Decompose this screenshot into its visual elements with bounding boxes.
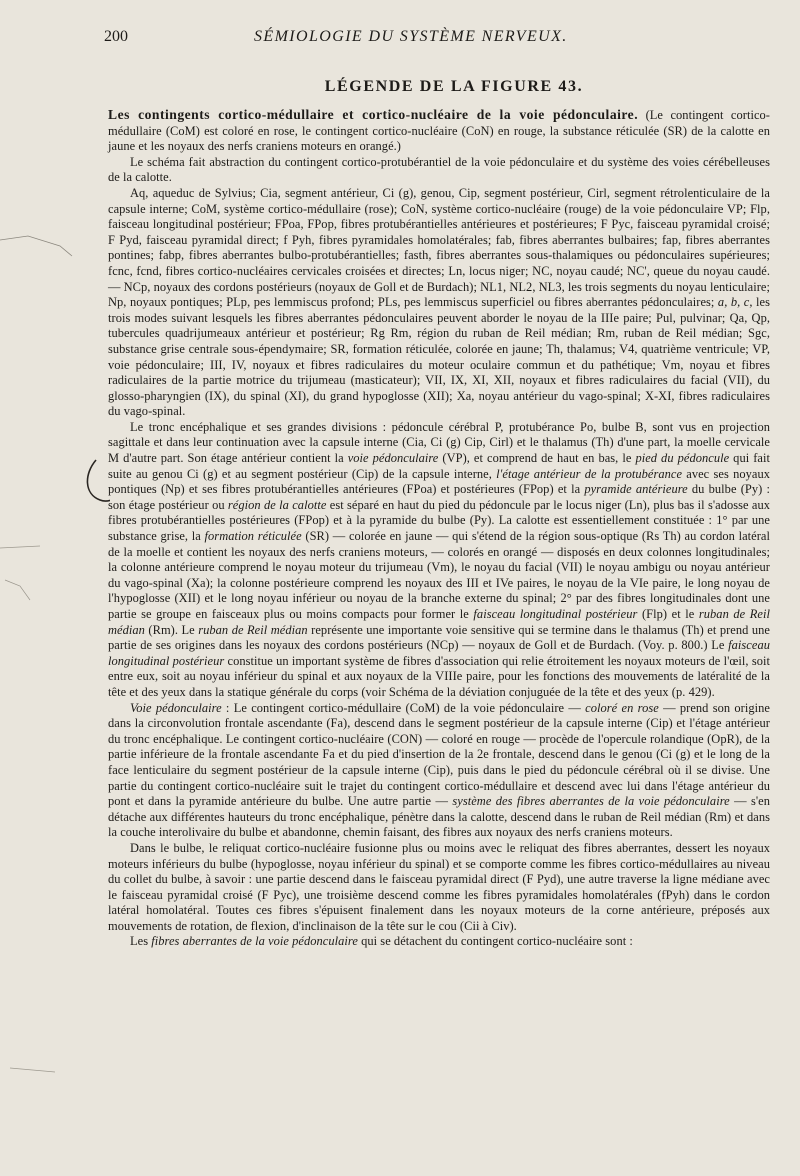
- italic-term: coloré en rose: [585, 700, 659, 715]
- text-run: constitue un important système de fibres d'association qui relie étroitement les noyaux moteurs de l'œil, soit entre eux, soit au noyau inférieur du spinal et aux noyaux de la VIIIe paire, pour les fonctions des mouvements de latéralité de la tête et des yeux dans la statique générale du corps (voir Schéma de la déviation conjuguée de la tête et des yeux (p. 429).: [108, 653, 770, 699]
- text-run: Le schéma fait abstraction du contingent cortico-protubérantiel de la voie pédonculaire et du système des voies cérébelleuses de la calotte.: [108, 154, 770, 185]
- italic-term: a, b, c,: [717, 295, 753, 310]
- legend-lead: Les contingents cortico-médullaire et cortico-nucléaire de la voie pédonculaire.: [108, 107, 639, 122]
- text-run: (VP), et comprend de haut en bas, le: [438, 451, 636, 466]
- italic-term: ruban de Reil médian: [108, 607, 770, 637]
- paragraph: [108, 155, 770, 186]
- text-run: (Flp) et le: [637, 607, 699, 621]
- text-run: — prend son origine dans la circonvolution frontale ascendante (Fa), descend dans le segment postérieur de la capsule interne (Cip) et l'étage antérieur du tronc encéphalique. Le contingent cortico-nucléaire (CON) — coloré en rouge — procède de l'opercule rolandique (OpR), de la partie inférieure de la frontale ascendante Fa et du pied d'insertion de la 2e frontale, descend dans le genou (Ci (g) et le long de la face lenticulaire du segment postérieur de la capsule interne (Cip), puis dans le pied du pédoncule cérébral où il se divise. Une partie du contingent cortico-nucléaire suit le trajet du contingent cortico-médullaire et descend avec lui dans l'étage antérieur du pont et dans la pyramide antérieure du bulbe. Une autre partie —: [108, 700, 770, 809]
- italic-term: l'étage antérieur de la protubérance: [496, 466, 683, 481]
- text-run: représente une importante voie sensitive qui se termine dans le thalamus (Th) et prend une partie de ses origines dans les noyaux des cordons postérieurs (NCp) — noyaux de Goll et de Burdach. (Voy. p. 800.) Le: [108, 622, 770, 653]
- legend-heading: LÉGENDE DE LA FIGURE 43.: [324, 78, 584, 95]
- running-title: SÉMIOLOGIE DU SYSTÈME NERVEUX.: [254, 28, 568, 45]
- margin-pencil-marks: [0, 0, 110, 1176]
- page-number: 200: [104, 28, 128, 45]
- paragraph: [108, 186, 770, 420]
- italic-term: système des fibres aberrantes de la voie pédonculaire: [452, 794, 730, 809]
- text-run: (Rm). Le: [144, 622, 199, 637]
- italic-term: faisceau longitudinal postérieur: [473, 607, 638, 621]
- italic-term: fibres aberrantes de la voie pédonculaire: [151, 934, 358, 949]
- paragraph: [108, 841, 770, 935]
- italic-term: pied du pédoncule: [635, 451, 730, 466]
- text-run: (SR) — colorée en jaune — qui s'étend de la région sous-optique (Rs Th) au cordon latéral de la moelle et contient les noyaux des nerfs craniens moteurs, — colorés en orangé — disposés en deux colonnes longitudinales; la colonne antérieure comprend le noyau moteur du trijumeau (Vm), le noyau du facial (VII) le noyau ambigu ou noyau antérieur du vago-spinal (Xa); la colonne postérieure comprend les noyaux des III et IVe paires, le noyau de la VIe paire, le long noyau de l'hypoglosse (XII) et le long noyau inférieur ou noyau de la branche externe du spinal; 2° par des fibres longitudinales dont une partie se groupe en faisceaux plus ou moins compacts pour former le: [108, 529, 770, 621]
- running-header: [104, 28, 770, 46]
- paragraph: [108, 701, 770, 841]
- text-run: Le tronc encéphalique et ses grandes divisions : pédoncule cérébral P, protubérance Po, bulbe B, sont vus en projection sagittale et dans leur continuation avec la capsule interne (Cia, Ci (g) Cip, Cirl) et le thalamus (Th) d'une part, la moelle cervicale M d'autre part. Son étage antérieur contient la: [108, 419, 770, 466]
- text-run: avec ses noyaux pontiques (Np) et ses fibres protubérantielles antérieures (FPoa) et postérieures (FPop) et la: [108, 466, 770, 497]
- text-run: — s'en détache aux différentes hauteurs du tronc encéphalique, pénètre dans la calotte, descend dans le ruban de Reil médian (Rm) et dans la couche interolivaire du bulbe et abandonne, chemin faisant, des fibres aux noyaux des nerfs craniens moteurs.: [108, 794, 771, 840]
- italic-term: voie pédonculaire: [347, 451, 439, 466]
- text-run: du bulbe (Py) : son étage postérieur ou: [108, 482, 770, 512]
- paragraph: [108, 934, 770, 950]
- text-run: Dans le bulbe, le reliquat cortico-nucléaire fusionne plus ou moins avec le reliquat des fibres aberrantes, dessert les noyaux moteurs inférieurs du bulbe (hypoglosse, noyau inférieur du spinal) et se comporte comme les fibres cortico-médullaires au niveau du collet du bulbe, à savoir : une partie descend dans le faisceau pyramidal direct (F Pyd), une autre traverse la ligne médiane avec le faisceau pyramidal croisé (F Pyc), une troisième descend comme les fibres pyramidales homolatérales (fPyh) dans le cordon latéral homolatéral. Toutes ces fibres s'épuisent finalement dans les noyaux moteurs de la corne antérieure, préposés aux mouvements de rotation, de flexion, d'inclinaison de la tête sur le cou (Cii à Civ).: [108, 840, 770, 933]
- text-run: Aq, aqueduc de Sylvius; Cia, segment antérieur, Ci (g), genou, Cip, segment postérieur, Cirl, segment rétrolenticulaire de la capsule interne; CoM, système cortico-médullaire (rose); CoN, système cortico-nucléaire (rouge) de la voie pédonculaire VP; Flp, faisceau longitudinal postérieur; FPoa, FPop, fibres protubérantielles antérieures et postérieures; F Pyc, faisceau pyramidal croisé; F Pyd, faisceau pyramidal direct; f Pyh, fibres pyramidales homolatérales; fab, fibres aberrantes bulbaires; fap, fibres aberrantes pontines; fabp, fibres aberrantes bulbo-protubérantielles; fasth, fibres aberrantes sous-thalamiques ou pédonculaires supérieures; fcnc, fcnd, fibres cortico-nucléaires cervicales croisées et directes; Ln, locus niger; NC, noyau caudé; NC', queue du noyau caudé. — NCp, noyaux des cordons postérieurs (noyaux de Goll et de Burdach); NL1, NL2, NL3, les trois segments du noyau lenticulaire; Np, noyaux pontiques; PLp, pes lemmiscus profond; PLs, pes lemmiscus superficiel ou fibres aberrantes pédonculaires;: [108, 185, 770, 310]
- text-run: qui se détachent du contingent cortico-nucléaire sont :: [357, 934, 633, 949]
- italic-term: formation réticulée: [204, 529, 302, 544]
- legend-body: [108, 107, 770, 950]
- text-run: les trois modes suivant lesquels les fibres aberrantes pédonculaires peuvent aborder le noyau de la IIIe paire; Pul, pulvinar; Qa, Qp, tubercules quadrijumeaux antérieur et postérieur; Rg Rm, région du ruban de Reil médian; Rm, ruban de Reil médian; Sgc, substance grise centrale sous-épendymaire; SR, formation réticulée, colorée en jaune; Th, thalamus; V4, quatrième ventricule; VP, voie pédonculaire; III, IV, noyaux et fibres radiculaires du moteur oculaire commun et du pathétique; Vm, noyau et fibres radiculaires de la partie motrice du trijumeau (masticateur); VII, IX, XI, XII, noyaux et fibres radiculaires du facial (VII), du glosso-pharyngien (IX), du spinal (XI), du grand hypoglosse (XII); Xa, noyau antérieur du vago-spinal; X-XI, fibres radiculaires du vago-spinal.: [108, 295, 770, 419]
- text-run: est séparé en haut du pied du pédoncule par le locus niger (Ln), plus bas il s'adosse aux fibres protubérantielles postérieures (FPop) et à la pyramide du bulbe (Py). La calotte est essentiellement constituée : 1° par une substance grise, la: [108, 497, 770, 544]
- italic-term: ruban de Reil médian: [198, 622, 308, 637]
- italic-term: Voie pédonculaire: [130, 700, 222, 715]
- text-run: Les: [130, 934, 152, 949]
- italic-term: faisceau longitudinal postérieur: [108, 638, 770, 668]
- text-run: qui fait suite au genou Ci (g) et au segment postérieur (Cip) de la capsule interne,: [108, 451, 770, 481]
- italic-term: pyramide antérieure: [584, 482, 688, 497]
- text-run: : Le contingent cortico-médullaire (CoM) de la voie pédonculaire —: [221, 700, 586, 715]
- text-run: (Le contingent cortico-médullaire (CoM) est coloré en rose, le contingent cortico-nucléaire (CoN) en rouge, la substance réticulée (SR) de la calotte en jaune et les noyaux des nerfs craniens moteurs en orangé.): [108, 108, 770, 154]
- paragraph: [108, 420, 770, 701]
- paragraph: [108, 107, 770, 155]
- italic-term: région de la calotte: [227, 497, 327, 512]
